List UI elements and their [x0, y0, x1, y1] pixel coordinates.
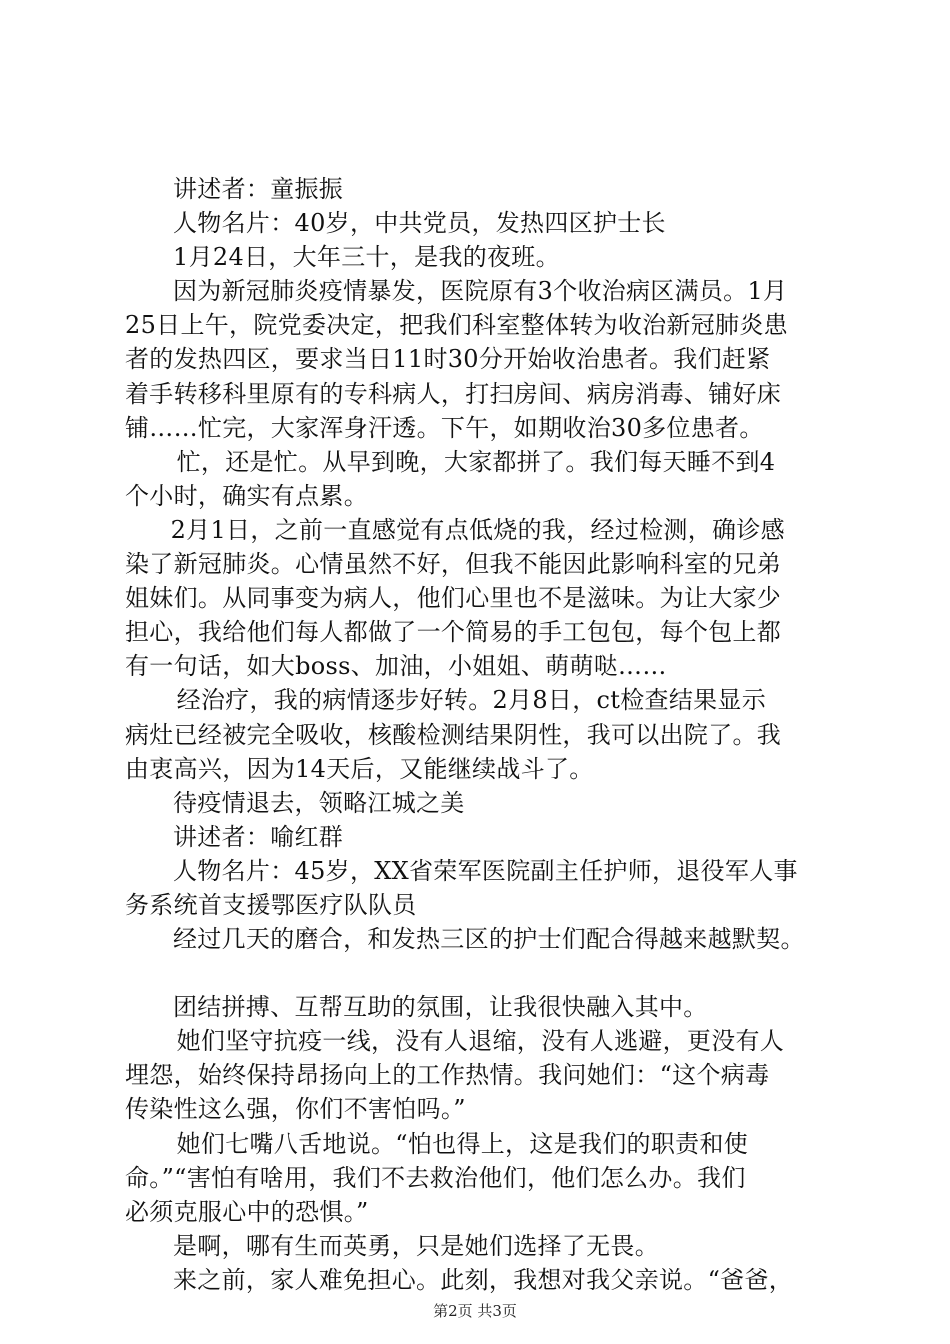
text-line: 她们坚守抗疫一线，没有人退缩，没有人逃避，更没有人	[176, 1027, 785, 1056]
text-line: 因为新冠肺炎疫情暴发，医院原有3个收治病区满员。1月	[173, 277, 788, 306]
text-line: 铺……忙完，大家浑身汗透。下午，如期收治30多位患者。	[125, 413, 764, 442]
text-line: 命。”“害怕有啥用，我们不去救治他们，他们怎么办。我们	[125, 1163, 746, 1192]
document-body	[125, 172, 845, 1297]
page-footer: 第2页 共3页	[433, 1302, 517, 1320]
section-heading: 待疫情退去，领略江城之美	[173, 788, 465, 817]
paragraph-gap	[125, 956, 845, 990]
text-line: 个小时，确实有点累。	[125, 481, 368, 510]
text-line: 病灶已经被完全吸收，核酸检测结果阴性，我可以出院了。我	[125, 720, 782, 749]
text-line: 着手转移科里原有的专科病人，打扫房间、病房消毒、铺好床	[125, 379, 782, 408]
text-line: 是啊，哪有生而英勇，只是她们选择了无畏。	[173, 1231, 659, 1260]
text-line: 25日上午，院党委决定，把我们科室整体转为收治新冠肺炎患	[125, 311, 788, 340]
narrator-line: 讲述者：童振振	[173, 175, 344, 203]
text-line: 来之前，家人难免担心。此刻，我想对我父亲说。“爸爸，	[173, 1265, 794, 1294]
text-line: 姐妹们。从同事变为病人，他们心里也不是滋味。为让大家少	[125, 584, 782, 613]
text-line: 传染性这么强，你们不害怕吗。”	[125, 1095, 466, 1124]
text-line: 必须克服心中的恐惧。”	[125, 1197, 369, 1226]
text-line: 由衷高兴，因为14天后，又能继续战斗了。	[125, 754, 594, 783]
text-line: 务系统首支援鄂医疗队队员	[125, 890, 417, 919]
profile-line: 人物名片：40岁，中共党员，发热四区护士长	[173, 209, 666, 238]
text-line: 她们七嘴八舌地说。“怕也得上，这是我们的职责和使	[176, 1129, 749, 1158]
text-line: 经过几天的磨合，和发热三区的护士们配合得越来越默契。	[173, 925, 805, 954]
text-line: 染了新冠肺炎。心情虽然不好，但我不能因此影响科室的兄弟	[125, 550, 782, 579]
profile-line: 人物名片：45岁，XX省荣军医院副主任护师，退役军人事	[173, 856, 798, 885]
text-line: 忙，还是忙。从早到晚，大家都拼了。我们每天睡不到4	[176, 447, 776, 476]
text-line: 担心，我给他们每人都做了一个简易的手工包包，每个包上都	[125, 618, 782, 647]
text-line: 经治疗，我的病情逐步好转。2月8日，ct检查结果显示	[176, 686, 767, 715]
text-line: 埋怨，始终保持昂扬向上的工作热情。我问她们：“这个病毒	[125, 1061, 770, 1090]
narrator-line: 讲述者：喻红群	[173, 822, 344, 851]
text-line: 1月24日，大年三十，是我的夜班。	[173, 243, 560, 272]
text-line: 有一句话，如大boss、加油，小姐姐、萌萌哒……	[125, 652, 667, 681]
text-line: 团结拼搏、互帮互助的氛围，让我很快融入其中。	[173, 993, 708, 1022]
text-line: 2月1日，之前一直感觉有点低烧的我，经过检测，确诊感	[170, 515, 785, 544]
text-line: 者的发热四区，要求当日11时30分开始收治患者。我们赶紧	[125, 345, 771, 374]
